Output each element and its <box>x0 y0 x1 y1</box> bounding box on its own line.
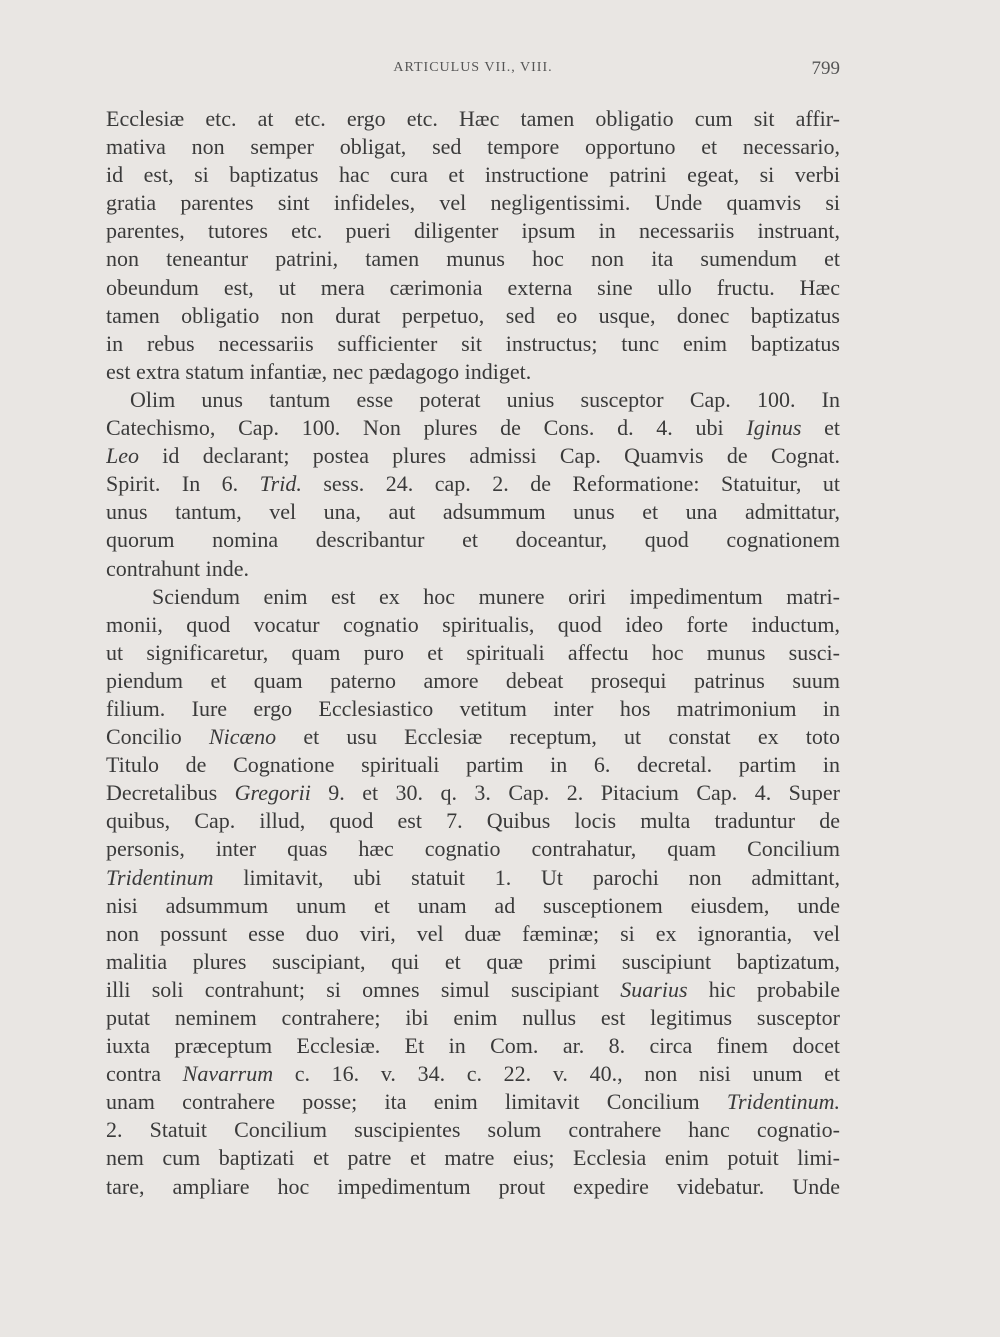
text-line <box>106 695 840 723</box>
text-line <box>106 498 840 526</box>
text-segment: monii, quod vocatur cognatio spiritualis, quod ideo forte inductum, <box>106 611 840 637</box>
text-line <box>106 611 840 639</box>
italic-text: Nicæno <box>208 724 277 750</box>
text-line <box>106 1173 840 1201</box>
text-segment: in rebus necessariis sufficienter sit instructus; tunc enim baptizatus <box>106 330 840 356</box>
text-line <box>106 807 840 835</box>
text-segment: c. 16. v. 34. c. 22. v. 40., non nisi unum et <box>273 1061 840 1087</box>
text-segment: Catechismo, Cap. 100. Non plures de Cons. d. 4. ubi <box>106 415 747 441</box>
text-line <box>106 1060 840 1088</box>
text-segment: sess. 24. cap. 2. de Reformatione: Statuitur, ut <box>301 471 840 497</box>
text-line <box>106 189 840 217</box>
italic-text: Suarius <box>620 976 688 1002</box>
text-segment: 9. et 30. q. 3. Cap. 2. Pitacium Cap. 4. Super <box>310 780 840 806</box>
text-line <box>106 442 840 470</box>
text-line <box>106 639 840 667</box>
text-segment: contrahunt inde. <box>106 555 249 581</box>
text-segment: quorum nomina describantur et doceantur, quod cognationem <box>106 527 840 553</box>
text-segment: Sciendum enim est ex hoc munere oriri impedimentum matri- <box>152 583 840 609</box>
text-line <box>106 1144 840 1172</box>
text-line <box>106 330 840 358</box>
text-line <box>106 470 840 498</box>
italic-text: Navarrum <box>182 1061 274 1087</box>
text-segment: personis, inter quas hæc cognatio contrahatur, quam Concilium <box>106 836 840 862</box>
text-line <box>106 217 840 245</box>
italic-text: Trid. <box>259 471 302 497</box>
text-segment: id declarant; postea plures admissi Cap. Quamvis de Cognat. <box>139 443 840 469</box>
text-segment: non teneantur patrini, tamen munus hoc non ita sumendum et <box>106 246 840 272</box>
text-segment: et usu Ecclesiæ receptum, ut constat ex toto <box>276 724 840 750</box>
text-line <box>106 1032 840 1060</box>
text-line <box>106 555 840 583</box>
text-segment: est extra statum infantiæ, nec pædagogo indiget. <box>106 358 532 384</box>
text-line <box>106 864 840 892</box>
text-line <box>106 245 840 273</box>
text-segment: gratia parentes sint infideles, vel negligentissimi. Unde quamvis si <box>106 190 840 216</box>
text-line <box>106 920 840 948</box>
text-segment: mativa non semper obligat, sed tempore opportuno et necessario, <box>106 134 840 160</box>
text-segment: piendum et quam paterno amore debeat prosequi patrinus suum <box>106 667 840 693</box>
text-segment: nisi adsummum unum et unam ad susceptionem eiusdem, unde <box>106 892 840 918</box>
text-segment: 2. Statuit Concilium suscipientes solum contrahere hanc cognatio- <box>106 1117 840 1143</box>
italic-text: Tridentinum <box>106 864 214 890</box>
text-line <box>106 1004 840 1032</box>
text-line <box>106 133 840 161</box>
text-line <box>106 386 840 414</box>
text-line <box>106 1116 840 1144</box>
text-segment: limitavit, ubi statuit 1. Ut parochi non admittant, <box>213 864 840 890</box>
text-segment: nem cum baptizati et patre et matre eius; Ecclesia enim potuit limi- <box>106 1145 840 1171</box>
text-segment: Olim unus tantum esse poterat unius susceptor Cap. 100. In <box>130 386 840 412</box>
text-line <box>106 274 840 302</box>
page-number: 799 <box>811 58 840 79</box>
text-line <box>106 414 840 442</box>
text-segment: putat neminem contrahere; ibi enim nullus est legitimus susceptor <box>106 1005 840 1030</box>
text-line <box>106 526 840 554</box>
text-segment: Titulo de Cognatione spirituali partim in 6. decretal. partim in <box>106 752 840 778</box>
text-line <box>106 358 840 386</box>
text-segment: iuxta præceptum Ecclesiæ. Et in Com. ar. 8. circa finem docet <box>106 1033 840 1059</box>
text-line <box>106 948 840 976</box>
text-line <box>106 751 840 779</box>
text-line <box>106 583 840 611</box>
body-text <box>106 105 840 1201</box>
text-line <box>106 667 840 695</box>
text-line <box>106 779 840 807</box>
text-segment: ut significaretur, quam puro et spirituali affectu hoc munus susci- <box>106 639 840 665</box>
text-segment: tamen obligatio non durat perpetuo, sed eo usque, donec baptizatus <box>106 302 840 328</box>
italic-text: Iginus <box>746 415 802 441</box>
text-segment: contra <box>106 1061 183 1087</box>
text-line <box>106 1088 840 1116</box>
text-segment: obeundum est, ut mera cærimonia externa sine ullo fructu. Hæc <box>106 274 840 300</box>
text-line <box>106 892 840 920</box>
text-segment: hic probabile <box>687 976 840 1002</box>
text-segment: tare, ampliare hoc impedimentum prout expedire videbatur. Unde <box>106 1173 840 1199</box>
text-segment: parentes, tutores etc. pueri diligenter ipsum in necessariis instruant, <box>106 218 840 244</box>
text-segment: non possunt esse duo viri, vel duæ fæminæ; si ex ignorantia, vel <box>106 920 840 946</box>
text-segment: id est, si baptizatus hac cura et instructione patrini egeat, si verbi <box>106 162 840 188</box>
text-segment: quibus, Cap. illud, quod est 7. Quibus locis multa traduntur de <box>106 808 840 834</box>
text-segment: et <box>801 415 840 441</box>
italic-text: Tridentinum. <box>726 1089 840 1115</box>
text-segment: Decretalibus <box>106 780 235 806</box>
text-segment: Concilio <box>106 724 209 750</box>
text-line <box>106 161 840 189</box>
text-segment: malitia plures suscipiant, qui et quæ primi suscipiunt baptizatum, <box>106 948 840 974</box>
running-head <box>106 58 840 86</box>
italic-text: Gregorii <box>234 780 311 806</box>
text-line <box>106 723 840 751</box>
running-title: ARTICULUS VII., VIII. <box>393 60 553 75</box>
italic-text: Leo <box>106 443 139 469</box>
text-line <box>106 302 840 330</box>
text-segment: Ecclesiæ etc. at etc. ergo etc. Hæc tamen obligatio cum sit affir- <box>106 106 840 131</box>
text-line <box>106 976 840 1004</box>
text-segment: Spirit. In 6. <box>106 471 260 497</box>
text-line <box>106 105 840 133</box>
text-segment: illi soli contrahunt; si omnes simul suscipiant <box>106 976 621 1002</box>
text-line <box>106 835 840 863</box>
text-segment: unam contrahere posse; ita enim limitavit Concilium <box>106 1089 727 1115</box>
text-segment: unus tantum, vel una, aut adsummum unus et una admittatur, <box>106 499 840 525</box>
text-segment: filium. Iure ergo Ecclesiastico vetitum inter hos matrimonium in <box>106 695 840 721</box>
